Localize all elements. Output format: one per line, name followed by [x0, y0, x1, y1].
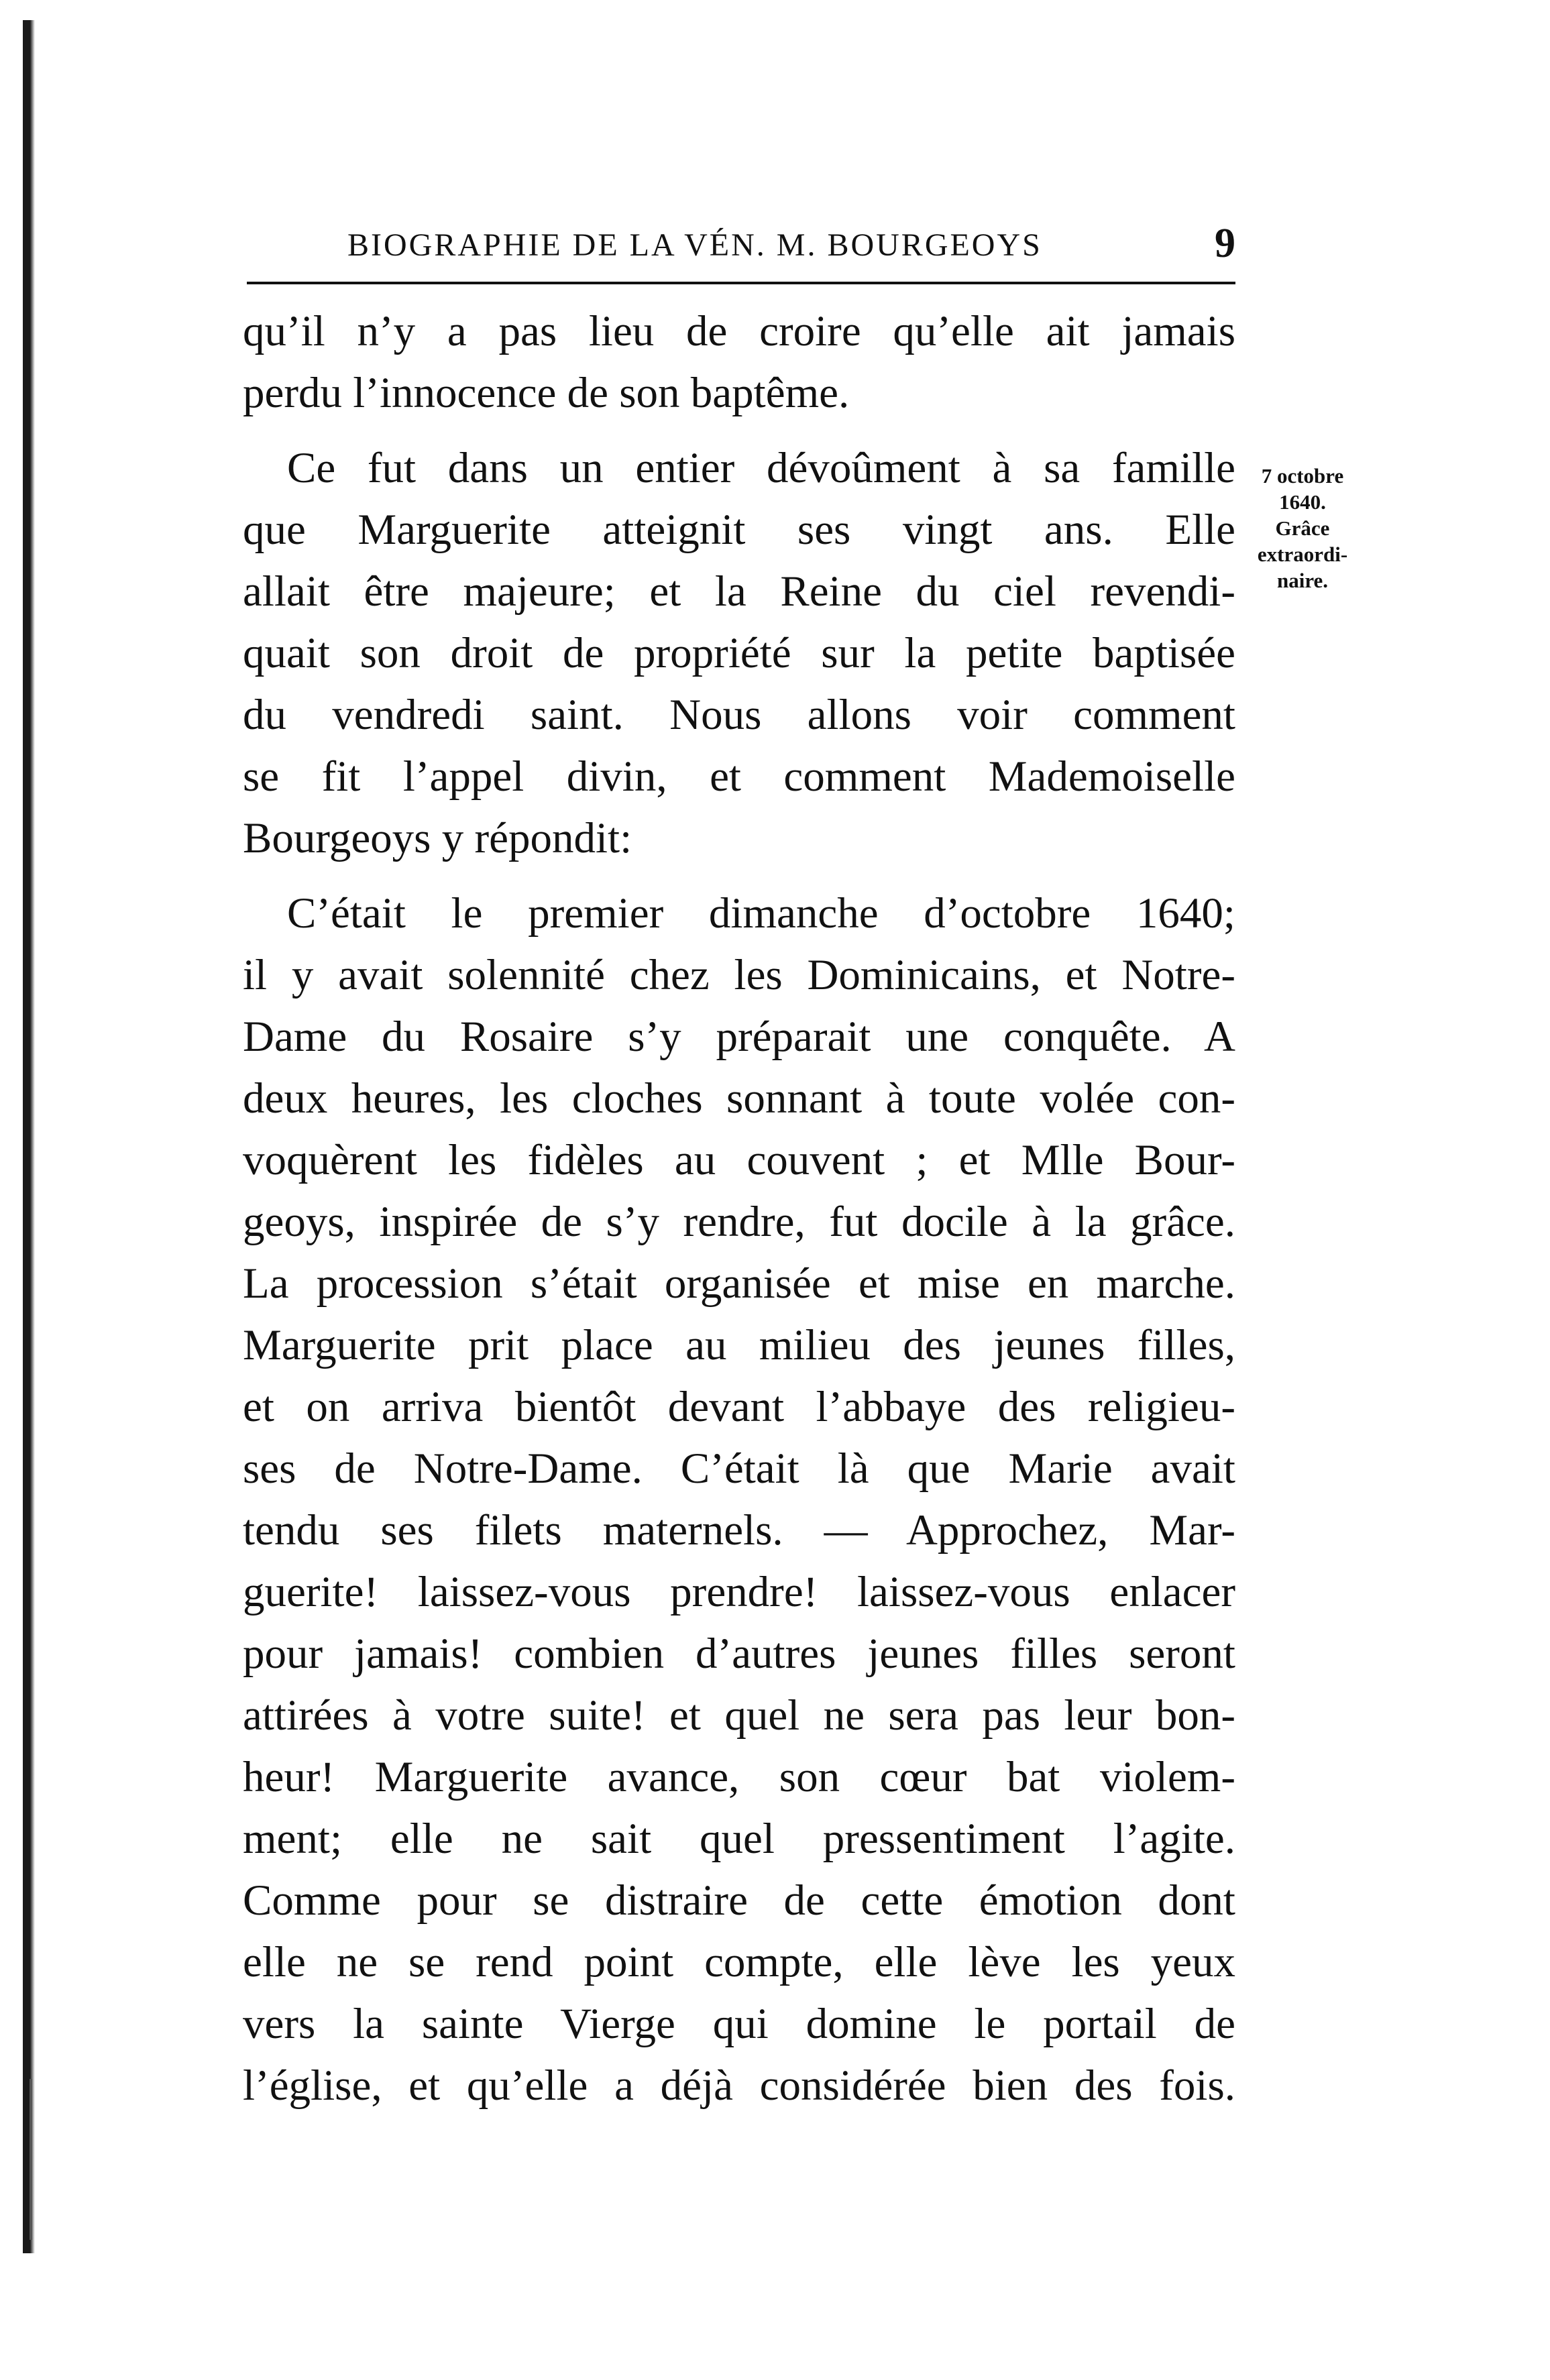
text-line: Dame du Rosaire s’y préparait une conquête. A	[243, 1013, 1235, 1061]
margin-note-line: 1640.	[1279, 490, 1326, 514]
text-line: attirées à votre suite! et quel ne sera pas leur bon-	[243, 1691, 1235, 1740]
text-line: se fit l’appel divin, et comment Mademoiselle	[243, 752, 1235, 801]
text-line: C’était le premier dimanche d’octobre 1640;	[287, 889, 1235, 938]
text-line: Comme pour se distraire de cette émotion dont	[243, 1876, 1235, 1925]
running-title: BIOGRAPHIE DE LA VÉN. M. BOURGEOYS	[347, 227, 1042, 263]
text-line: geoys, inspirée de s’y rendre, fut docile à la grâce.	[243, 1198, 1235, 1246]
text-line: elle ne se rend point compte, elle lève les yeux	[243, 1938, 1235, 1986]
running-head	[247, 221, 1235, 270]
text-line: La procession s’était organisée et mise en marche.	[243, 1259, 1235, 1308]
text-line: vers la sainte Vierge qui domine le portail de	[243, 2000, 1235, 2048]
text-line: perdu l’innocence de son baptême.	[243, 369, 850, 417]
text-line: voquèrent les fidèles au couvent ; et Mlle Bour-	[243, 1136, 1235, 1184]
binding-edge-fade	[30, 2079, 32, 2240]
header-rule	[247, 282, 1235, 284]
margin-note-line: naire.	[1276, 569, 1329, 592]
text-line: Marguerite prit place au milieu des jeunes filles,	[243, 1321, 1235, 1369]
body-text	[243, 300, 1235, 2116]
page-number: 9	[1215, 221, 1235, 266]
text-line: deux heures, les cloches sonnant à toute volée con-	[243, 1074, 1235, 1123]
margin-note-line: Grâce	[1275, 516, 1330, 540]
text-line: il y avait solennité chez les Dominicains, et Notre-	[243, 951, 1235, 999]
text-line: Ce fut dans un entier dévoûment à sa famille	[287, 444, 1235, 492]
text-line: l’église, et qu’elle a déjà considérée bien des fois.	[243, 2061, 1235, 2110]
margin-note	[1256, 463, 1349, 593]
margin-note-line: extraordi-	[1257, 543, 1348, 566]
text-line: quait son droit de propriété sur la petite baptisée	[243, 629, 1235, 677]
text-line: qu’il n’y a pas lieu de croire qu’elle ait jamais	[243, 307, 1235, 355]
text-line: guerite! laissez-vous prendre! laissez-vous enlacer	[243, 1568, 1235, 1616]
text-line: ses de Notre-Dame. C’était là que Marie avait	[243, 1444, 1235, 1493]
binding-edge	[23, 20, 35, 2253]
paragraph-gap	[243, 869, 1235, 883]
text-line: tendu ses filets maternels. — Approchez, Mar-	[243, 1506, 1235, 1554]
text-line: et on arriva bientôt devant l’abbaye des religieu-	[243, 1383, 1235, 1431]
paragraph-gap	[243, 424, 1235, 437]
text-line: heur! Marguerite avance, son cœur bat violem-	[243, 1753, 1235, 1801]
text-line: allait être majeure; et la Reine du ciel revendi-	[243, 567, 1235, 616]
text-line: ment; elle ne sait quel pressentiment l’agite.	[243, 1815, 1235, 1863]
text-line: Bourgeoys y répondit:	[243, 814, 632, 862]
margin-note-line: 7 octobre	[1261, 464, 1344, 488]
text-line: pour jamais! combien d’autres jeunes filles seront	[243, 1630, 1235, 1678]
text-line: que Marguerite atteignit ses vingt ans. Elle	[243, 506, 1235, 554]
text-line: du vendredi saint. Nous allons voir comment	[243, 691, 1235, 739]
